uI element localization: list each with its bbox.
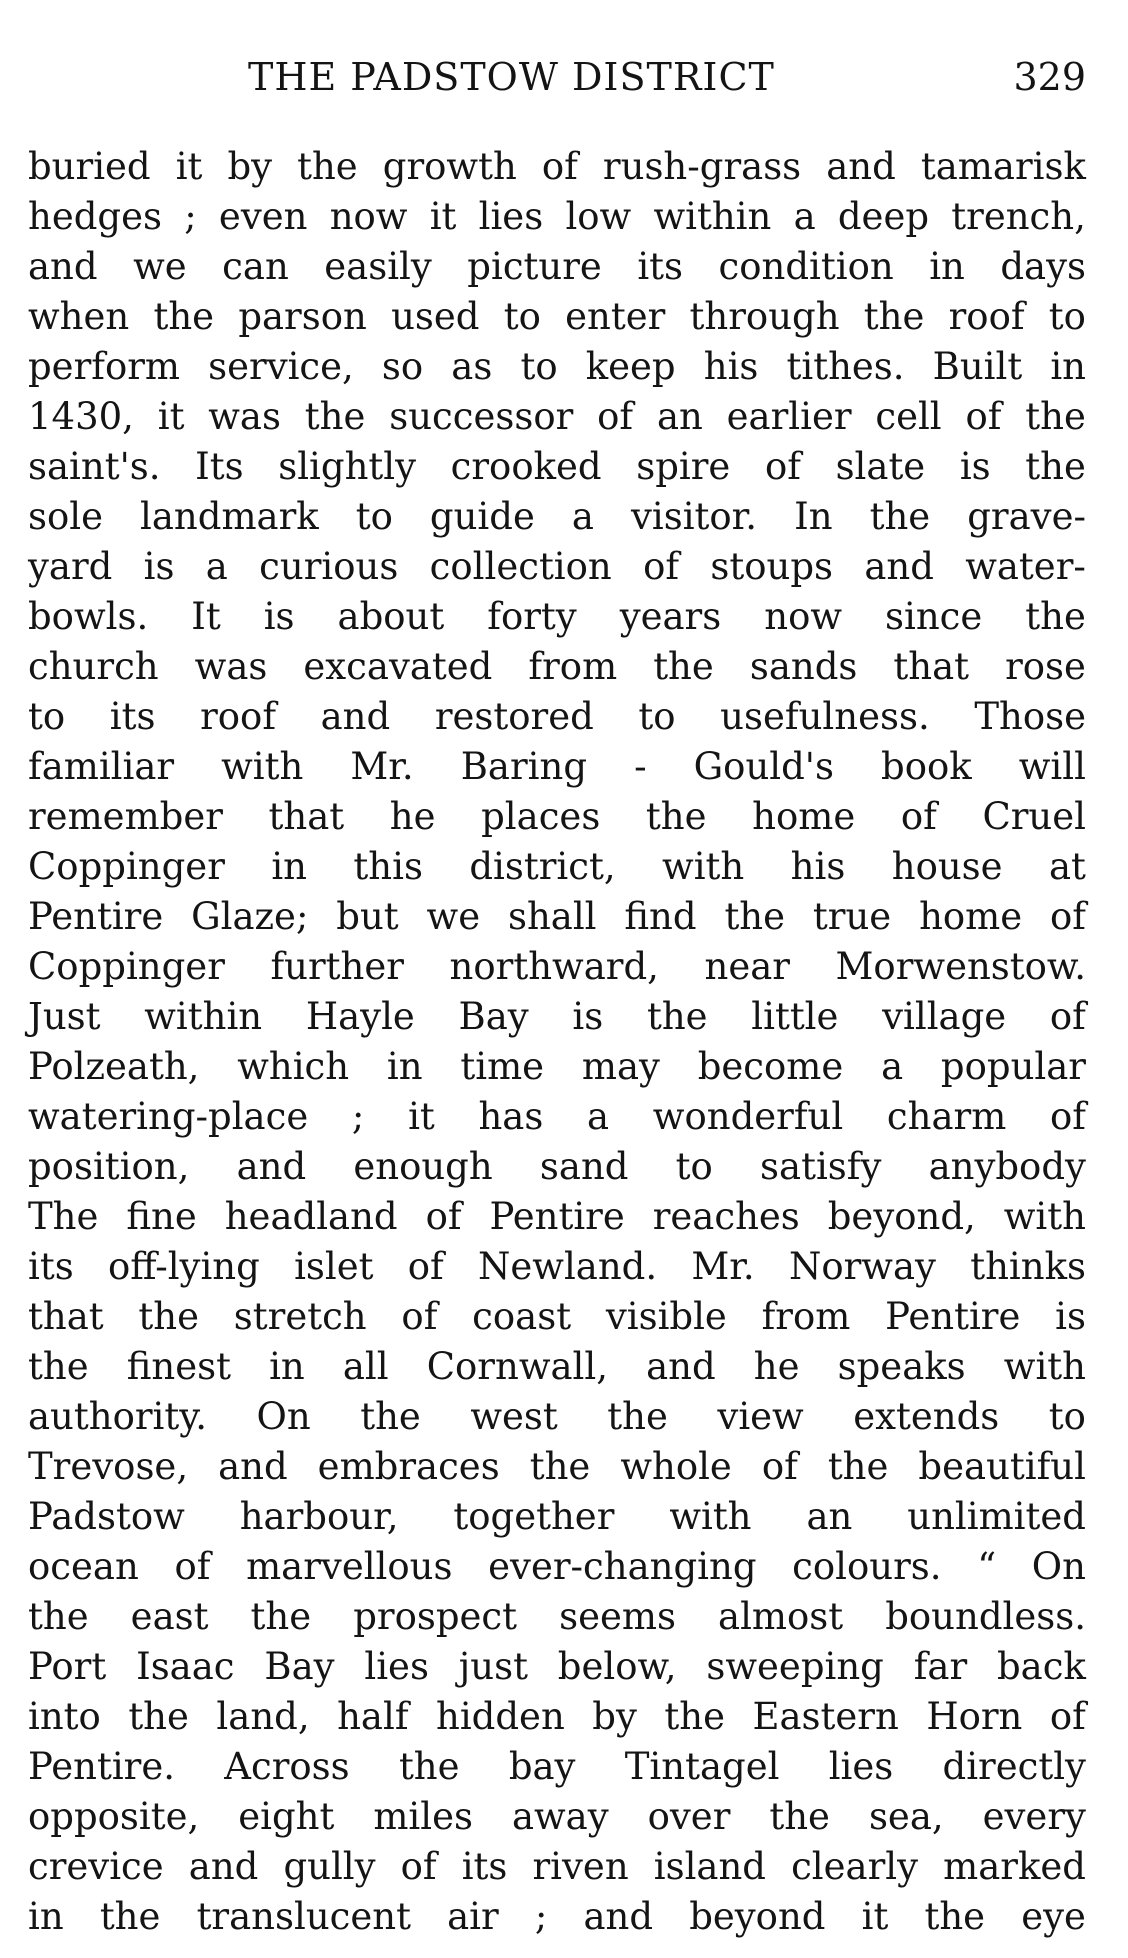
- text-line: in the translucent air ; and beyond it the eye: [28, 1895, 1086, 1938]
- text-line: buried it by the growth of rush-grass and tamarisk: [28, 145, 1086, 188]
- text-line: into the land, half hidden by the Eastern Horn of: [28, 1695, 1086, 1738]
- page-number: 329: [1013, 55, 1086, 99]
- text-line: Just within Hayle Bay is the little village of: [28, 995, 1086, 1038]
- running-head: [28, 50, 1086, 104]
- text-line: Trevose, and embraces the whole of the beautiful: [28, 1445, 1086, 1488]
- text-line: saint's. Its slightly crooked spire of slate is the: [28, 445, 1086, 488]
- text-line: when the parson used to enter through the roof to: [28, 295, 1086, 338]
- text-line: 1430, it was the successor of an earlier cell of the: [28, 395, 1086, 438]
- text-line: Pentire Glaze; but we shall find the true home of: [28, 895, 1086, 938]
- text-line: hedges ; even now it lies low within a deep trench,: [28, 195, 1086, 238]
- text-line: the east the prospect seems almost boundless.: [28, 1595, 1086, 1638]
- body-text: [28, 142, 1086, 1942]
- text-line: watering-place ; it has a wonderful charm of: [28, 1095, 1086, 1138]
- running-title: THE PADSTOW DISTRICT: [248, 55, 775, 99]
- text-line: Padstow harbour, together with an unlimited: [28, 1495, 1086, 1538]
- text-line: position, and enough sand to satisfy anybody: [28, 1145, 1086, 1188]
- text-line: bowls. It is about forty years now since the: [28, 595, 1086, 638]
- text-line: and we can easily picture its condition in days: [28, 245, 1086, 288]
- text-line: crevice and gully of its riven island clearly marked: [28, 1845, 1086, 1888]
- text-line: ocean of marvellous ever-changing colours. “ On: [28, 1545, 1086, 1588]
- text-line: familiar with Mr. Baring - Gould's book will: [28, 745, 1086, 788]
- text-line: the finest in all Cornwall, and he speaks with: [28, 1345, 1086, 1388]
- text-line: Polzeath, which in time may become a popular: [28, 1045, 1086, 1088]
- text-line: church was excavated from the sands that rose: [28, 645, 1086, 688]
- text-line: to its roof and restored to usefulness. Those: [28, 695, 1086, 738]
- text-line: perform service, so as to keep his tithes. Built in: [28, 345, 1086, 388]
- text-line: its off-lying islet of Newland. Mr. Norway thinks: [28, 1245, 1086, 1288]
- text-line: yard is a curious collection of stoups and water-: [28, 545, 1086, 588]
- text-line: The fine headland of Pentire reaches beyond, with: [28, 1195, 1086, 1238]
- text-line: sole landmark to guide a visitor. In the grave-: [28, 495, 1086, 538]
- text-line: that the stretch of coast visible from Pentire is: [28, 1295, 1086, 1338]
- text-line: Coppinger further northward, near Morwenstow.: [28, 945, 1086, 988]
- text-line: Coppinger in this district, with his house at: [28, 845, 1086, 888]
- text-line: Pentire. Across the bay Tintagel lies directly: [28, 1745, 1086, 1788]
- text-line: authority. On the west the view extends to: [28, 1395, 1086, 1438]
- text-line: remember that he places the home of Cruel: [28, 795, 1086, 838]
- text-line: Port Isaac Bay lies just below, sweeping far back: [28, 1645, 1086, 1688]
- text-line: opposite, eight miles away over the sea, every: [28, 1795, 1086, 1838]
